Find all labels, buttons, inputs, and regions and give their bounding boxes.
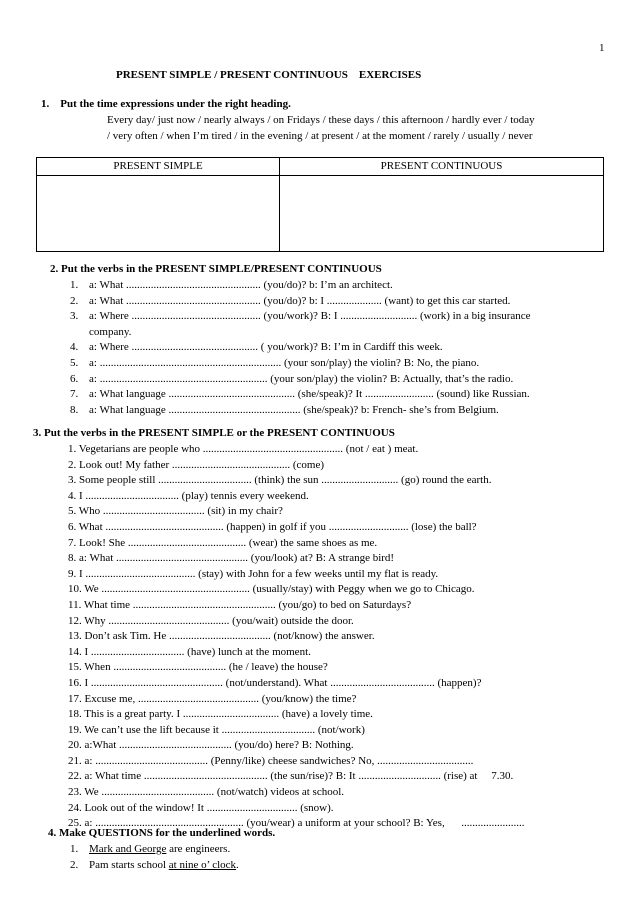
worksheet-title: PRESENT SIMPLE / PRESENT CONTINUOUS EXERCISES: [116, 69, 422, 81]
ex2-item-text: a: Where .............................................. ( you/work)? B: I’m in Cardiff this week.: [89, 341, 443, 354]
ex1-heading-text: Put the time expressions under the right heading.: [60, 98, 291, 110]
ex2-item: [70, 309, 531, 325]
ex2-item-text: a: What language .............................................. (she/speak)? It ......................... (sound) like Russian.: [89, 388, 530, 401]
sorting-table: [36, 157, 604, 252]
ex3-item: 19. We can’t use the lift because it .................................. (not/work): [68, 723, 365, 736]
ex2-item-text: a: ............................................................. (your son/play) the violin? B: Actually, that’s the radio.: [89, 372, 514, 385]
ex4-item-1: [70, 842, 230, 858]
ex2-item: [70, 372, 531, 388]
ex3-heading: 3. Put the verbs in the PRESENT SIMPLE or the PRESENT CONTINUOUS: [33, 427, 395, 439]
ex2-list: [70, 278, 531, 418]
ex2-item-number: 7.: [70, 388, 79, 401]
ex3-item: 17. Excuse me, ............................................ (you/know) the time?: [68, 692, 357, 705]
ex1-expressions-line-1: Every day/ just now / nearly always / on Fridays / these days / this afternoon / hardly ever / today: [107, 114, 535, 126]
ex3-item: 8. a: What ................................................ (you/look) at? B: A strange bird!: [68, 552, 395, 565]
ex4-item-text-end: .: [236, 859, 239, 871]
ex3-item: 6. What ........................................... (happen) in golf if you ............................. (lose) the ball?: [68, 520, 477, 533]
ex2-item: [70, 340, 531, 356]
ex3-item: 2. Look out! My father ........................................... (come): [68, 458, 325, 471]
ex2-item-text: a: What ................................................. (you/do)? b: I’m an architect.: [89, 279, 393, 291]
ex2-item: [70, 294, 531, 310]
ex4-heading: 4. Make QUESTIONS for the underlined words.: [48, 827, 276, 839]
col-header-present-continuous: PRESENT CONTINUOUS: [280, 158, 604, 176]
ex2-item-text: a: What ................................................. (you/do)? b: I .................... (want) to get this car started.: [89, 294, 511, 307]
ex1-expressions-line-2: / very often / when I’m tired / in the evening / at present / at the moment / rarely / usually / never: [107, 130, 533, 142]
col-header-present-simple: PRESENT SIMPLE: [37, 158, 280, 176]
ex4-item-2: [70, 858, 239, 874]
ex2-item-text: a: What language ................................................ (she/speak)? b: French- she’s from Belgium.: [89, 403, 499, 416]
ex2-item-number: 6.: [70, 372, 79, 385]
ex3-item: 7. Look! She ........................................... (wear) the same shoes as me.: [68, 536, 378, 549]
ex4-item-number: 1.: [70, 843, 79, 855]
ex3-item: 14. I .................................. (have) lunch at the moment.: [68, 645, 311, 658]
ex2-item: [70, 278, 531, 294]
ex4-item-text: are engineers.: [166, 843, 231, 855]
ex3-item: 15. When ......................................... (he / leave) the house?: [68, 661, 328, 674]
ex2-item: [70, 403, 531, 419]
present-continuous-answer-cell[interactable]: [280, 176, 604, 252]
ex3-item: 3. Some people still .................................. (think) the sun ............................ (go) round the earth.: [68, 474, 492, 487]
present-simple-answer-cell[interactable]: [37, 176, 280, 252]
ex1-heading: [41, 97, 291, 113]
ex3-item: 11. What time .................................................... (you/go) to bed on Saturdays?: [68, 598, 412, 611]
underlined-phrase: Mark and George: [89, 843, 167, 855]
ex2-item-number: 3.: [70, 310, 79, 323]
ex1-heading-number: 1.: [41, 98, 50, 110]
ex3-item: 20. a:What ......................................... (you/do) here? B: Nothing.: [68, 739, 354, 752]
ex3-list: [68, 442, 524, 832]
ex3-item: 5. Who ..................................... (sit) in my chair?: [68, 505, 283, 518]
ex2-item: [70, 356, 531, 372]
ex3-item: 25. a: ...................................................... (you/wear) a uniform at your school? B: Yes, .......................: [68, 817, 525, 830]
ex3-item: 10. We ...................................................... (usually/stay) with Peggy when we go to Chicago.: [68, 583, 475, 596]
ex3-item: 4. I .................................. (play) tennis every weekend.: [68, 489, 309, 502]
ex2-item-number: 5.: [70, 356, 79, 369]
ex2-item-number: 8.: [70, 403, 79, 416]
ex2-item-number: 4.: [70, 341, 79, 354]
ex2-item: [70, 325, 531, 341]
ex2-item-number: 1.: [70, 279, 79, 291]
ex4-item-number: 2.: [70, 859, 79, 871]
ex3-item: 9. I ........................................ (stay) with John for a few weeks until my flat is ready.: [68, 567, 439, 580]
ex3-item: 21. a: ......................................... (Penny/like) cheese sandwiches? No, ...................................: [68, 754, 474, 767]
ex2-item-text: company.: [89, 325, 132, 338]
underlined-phrase: at nine o’ clock: [168, 859, 237, 871]
ex3-item: 18. This is a great party. I ................................... (have) a lovely time.: [68, 708, 373, 721]
ex2-heading: 2. Put the verbs in the PRESENT SIMPLE/PRESENT CONTINUOUS: [50, 263, 382, 275]
ex3-item: 23. We ......................................... (not/watch) videos at school.: [68, 786, 345, 799]
ex4-item-text: Pam starts school: [89, 859, 169, 871]
ex2-item-text: a: .................................................................. (your son/play) the violin? B: No, the piano.: [89, 356, 480, 369]
ex2-item-text: a: Where ............................................... (you/work)? B: I ............................ (work) in a big insurance: [89, 310, 531, 323]
ex3-item: 16. I ................................................ (not/understand). What ...................................... (happen)?: [68, 676, 482, 689]
ex3-item: 1. Vegetarians are people who ................................................... (not / eat ) meat.: [68, 443, 419, 455]
ex3-item: 12. Why ............................................ (you/wait) outside the door.: [68, 614, 354, 627]
ex3-item: 22. a: What time ............................................. (the sun/rise)? B: It .............................. (rise) at 7.30.: [68, 770, 514, 783]
ex3-item: 24. Look out of the window! It ................................. (snow).: [68, 801, 334, 814]
ex2-item: [70, 387, 531, 403]
ex3-item: 13. Don’t ask Tim. He ..................................... (not/know) the answer.: [68, 630, 375, 643]
page-number: 1: [599, 42, 605, 54]
ex2-item-number: 2.: [70, 294, 79, 307]
